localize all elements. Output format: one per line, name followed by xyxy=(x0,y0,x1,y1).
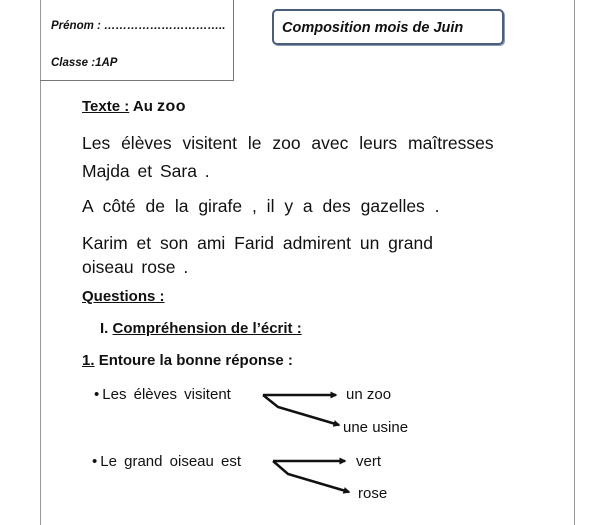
question-1-number: 1. xyxy=(82,352,95,369)
text-line-5: oiseau rose . xyxy=(82,257,189,277)
bullet-icon: • xyxy=(92,453,98,470)
arrow-icon xyxy=(273,461,349,492)
bullet-icon: • xyxy=(94,386,100,403)
texte-title-prefix: Au xyxy=(132,98,153,115)
section-title: Compréhension de l’écrit : xyxy=(112,320,302,337)
texte-label: Texte : xyxy=(82,98,130,115)
questions-heading: Questions : xyxy=(82,288,165,305)
document-title: Composition mois de Juin xyxy=(282,20,464,36)
question-1-text: Entoure la bonne réponse : xyxy=(98,352,293,369)
texte-title-word: zoo xyxy=(157,98,187,115)
item-2-stem: Le grand oiseau est xyxy=(100,453,242,470)
section-number: I. xyxy=(100,320,109,337)
item-1-option-1[interactable]: un zoo xyxy=(346,386,392,403)
prenom-field: Prénom : ………………………….. xyxy=(51,20,226,32)
classe-label: Classe :1AP xyxy=(51,57,118,69)
text-line-3: A côté de la girafe , il y a des gazelles . xyxy=(82,196,440,216)
text-line-1: Les élèves visitent le zoo avec leurs maîtresses xyxy=(82,133,494,153)
text-line-4: Karim et son ami Farid admirent un grand xyxy=(82,233,433,253)
item-2-option-2[interactable]: rose xyxy=(358,485,388,502)
item-1-option-2[interactable]: une usine xyxy=(343,419,409,436)
text-line-2: Majda et Sara . xyxy=(82,161,210,181)
item-1-stem: Les élèves visitent xyxy=(102,386,231,403)
item-2-option-1[interactable]: vert xyxy=(356,453,382,470)
arrow-icon xyxy=(263,395,339,425)
